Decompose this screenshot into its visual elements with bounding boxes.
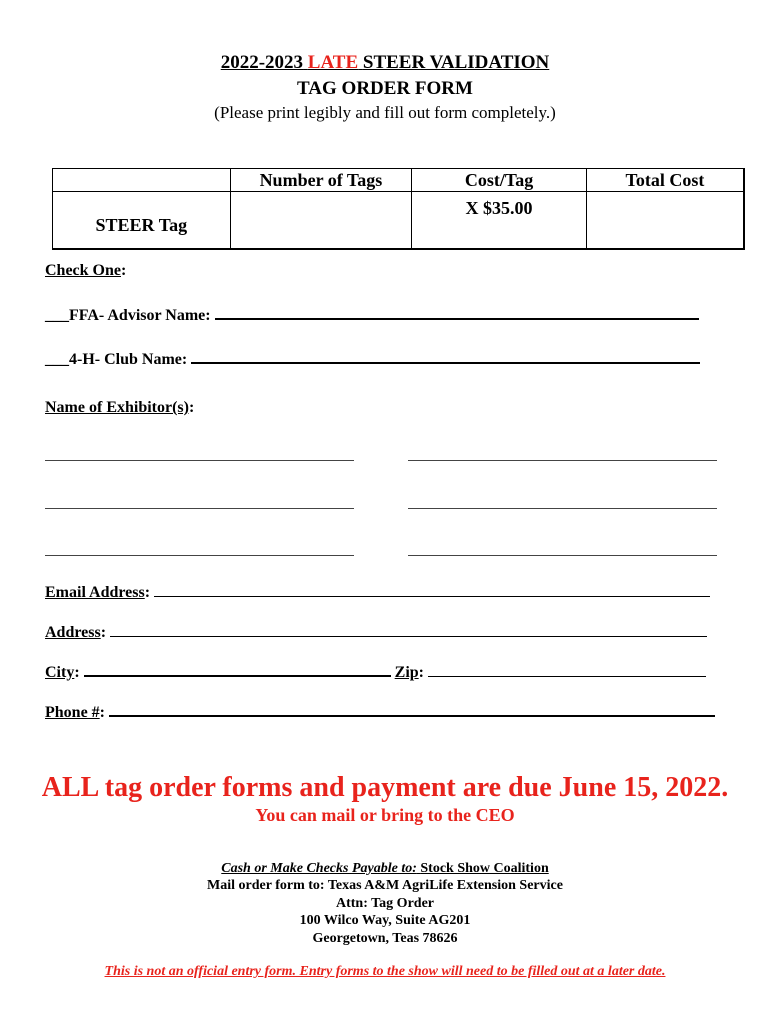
exhibitors-heading: Name of Exhibitor(s):	[45, 399, 195, 416]
ffa-checkbox[interactable]: ___	[45, 307, 69, 324]
form-subtitle: (Please print legibly and fill out form completely.)	[214, 103, 556, 122]
table-row	[53, 192, 745, 250]
payable-line	[0, 861, 770, 877]
email-row: Email Address:	[45, 584, 710, 602]
4h-checkbox[interactable]: ___	[45, 351, 69, 368]
address-field[interactable]	[110, 635, 707, 637]
title-year: 2022-2023	[220, 52, 304, 73]
exhibitor-name-field-5[interactable]	[45, 555, 354, 556]
email-field[interactable]	[154, 595, 710, 597]
4h-row	[45, 351, 700, 369]
exhibitor-name-field-3[interactable]	[45, 508, 354, 509]
phone-field[interactable]	[109, 714, 715, 717]
city-field[interactable]	[84, 674, 391, 677]
city-zip-row: City: Zip:	[45, 664, 706, 682]
phone-label: Phone #	[45, 704, 100, 721]
exhibitor-name-field-2[interactable]	[408, 460, 717, 461]
zip-field[interactable]	[428, 675, 706, 677]
table-header-total: Total Cost	[586, 169, 744, 192]
city-label: City	[45, 664, 75, 681]
disclaimer: This is not an official entry form. Entry forms to the show will need to be filled out at a later date.	[104, 964, 666, 979]
ffa-row	[45, 307, 699, 325]
title-rest: STEER VALIDATION	[362, 52, 550, 73]
check-one-label: Check One	[45, 262, 121, 279]
table-header-blank	[53, 169, 231, 192]
title-late: LATE	[307, 52, 359, 73]
table-header-number: Number of Tags	[230, 169, 412, 192]
number-of-tags-field[interactable]	[230, 192, 412, 250]
address-row: Address:	[45, 624, 707, 642]
email-label: Email Address	[45, 584, 145, 601]
mail-line-4: Georgetown, Teas 78626	[312, 931, 458, 946]
exhibitor-name-field-1[interactable]	[45, 460, 354, 461]
exhibitors-label: Name of Exhibitor(s)	[45, 399, 189, 416]
address-label: Address	[45, 624, 101, 641]
zip-label: Zip	[394, 664, 419, 681]
payable-to: Stock Show Coalition	[420, 861, 549, 876]
check-one-heading: Check One:	[45, 262, 127, 279]
cost-per-tag: X $35.00	[412, 192, 587, 250]
mail-line-2: Attn: Tag Order	[336, 896, 434, 911]
ffa-label: FFA- Advisor Name:	[69, 307, 211, 324]
steer-tag-label: STEER Tag	[53, 192, 231, 250]
form-title-line2: TAG ORDER FORM	[297, 78, 473, 99]
exhibitor-name-field-6[interactable]	[408, 555, 717, 556]
table-header-row	[53, 169, 745, 192]
total-cost-field[interactable]	[586, 192, 744, 250]
form-title-line1	[0, 52, 770, 74]
mail-notice: You can mail or bring to the CEO	[255, 805, 515, 825]
mail-line-3: 100 Wilco Way, Suite AG201	[299, 913, 471, 928]
exhibitor-name-field-4[interactable]	[408, 508, 717, 509]
phone-row: Phone #:	[45, 704, 715, 722]
mail-line-1: Mail order form to: Texas A&M AgriLife Extension Service	[207, 878, 563, 893]
tag-order-table	[52, 168, 745, 250]
4h-label: 4-H- Club Name:	[69, 351, 188, 368]
due-date-notice: ALL tag order forms and payment are due June 15, 2022.	[41, 772, 729, 803]
4h-club-name-field[interactable]	[191, 361, 700, 364]
payable-label: Cash or Make Checks Payable to:	[221, 861, 417, 876]
table-header-cost: Cost/Tag	[412, 169, 587, 192]
ffa-advisor-name-field[interactable]	[215, 317, 699, 320]
